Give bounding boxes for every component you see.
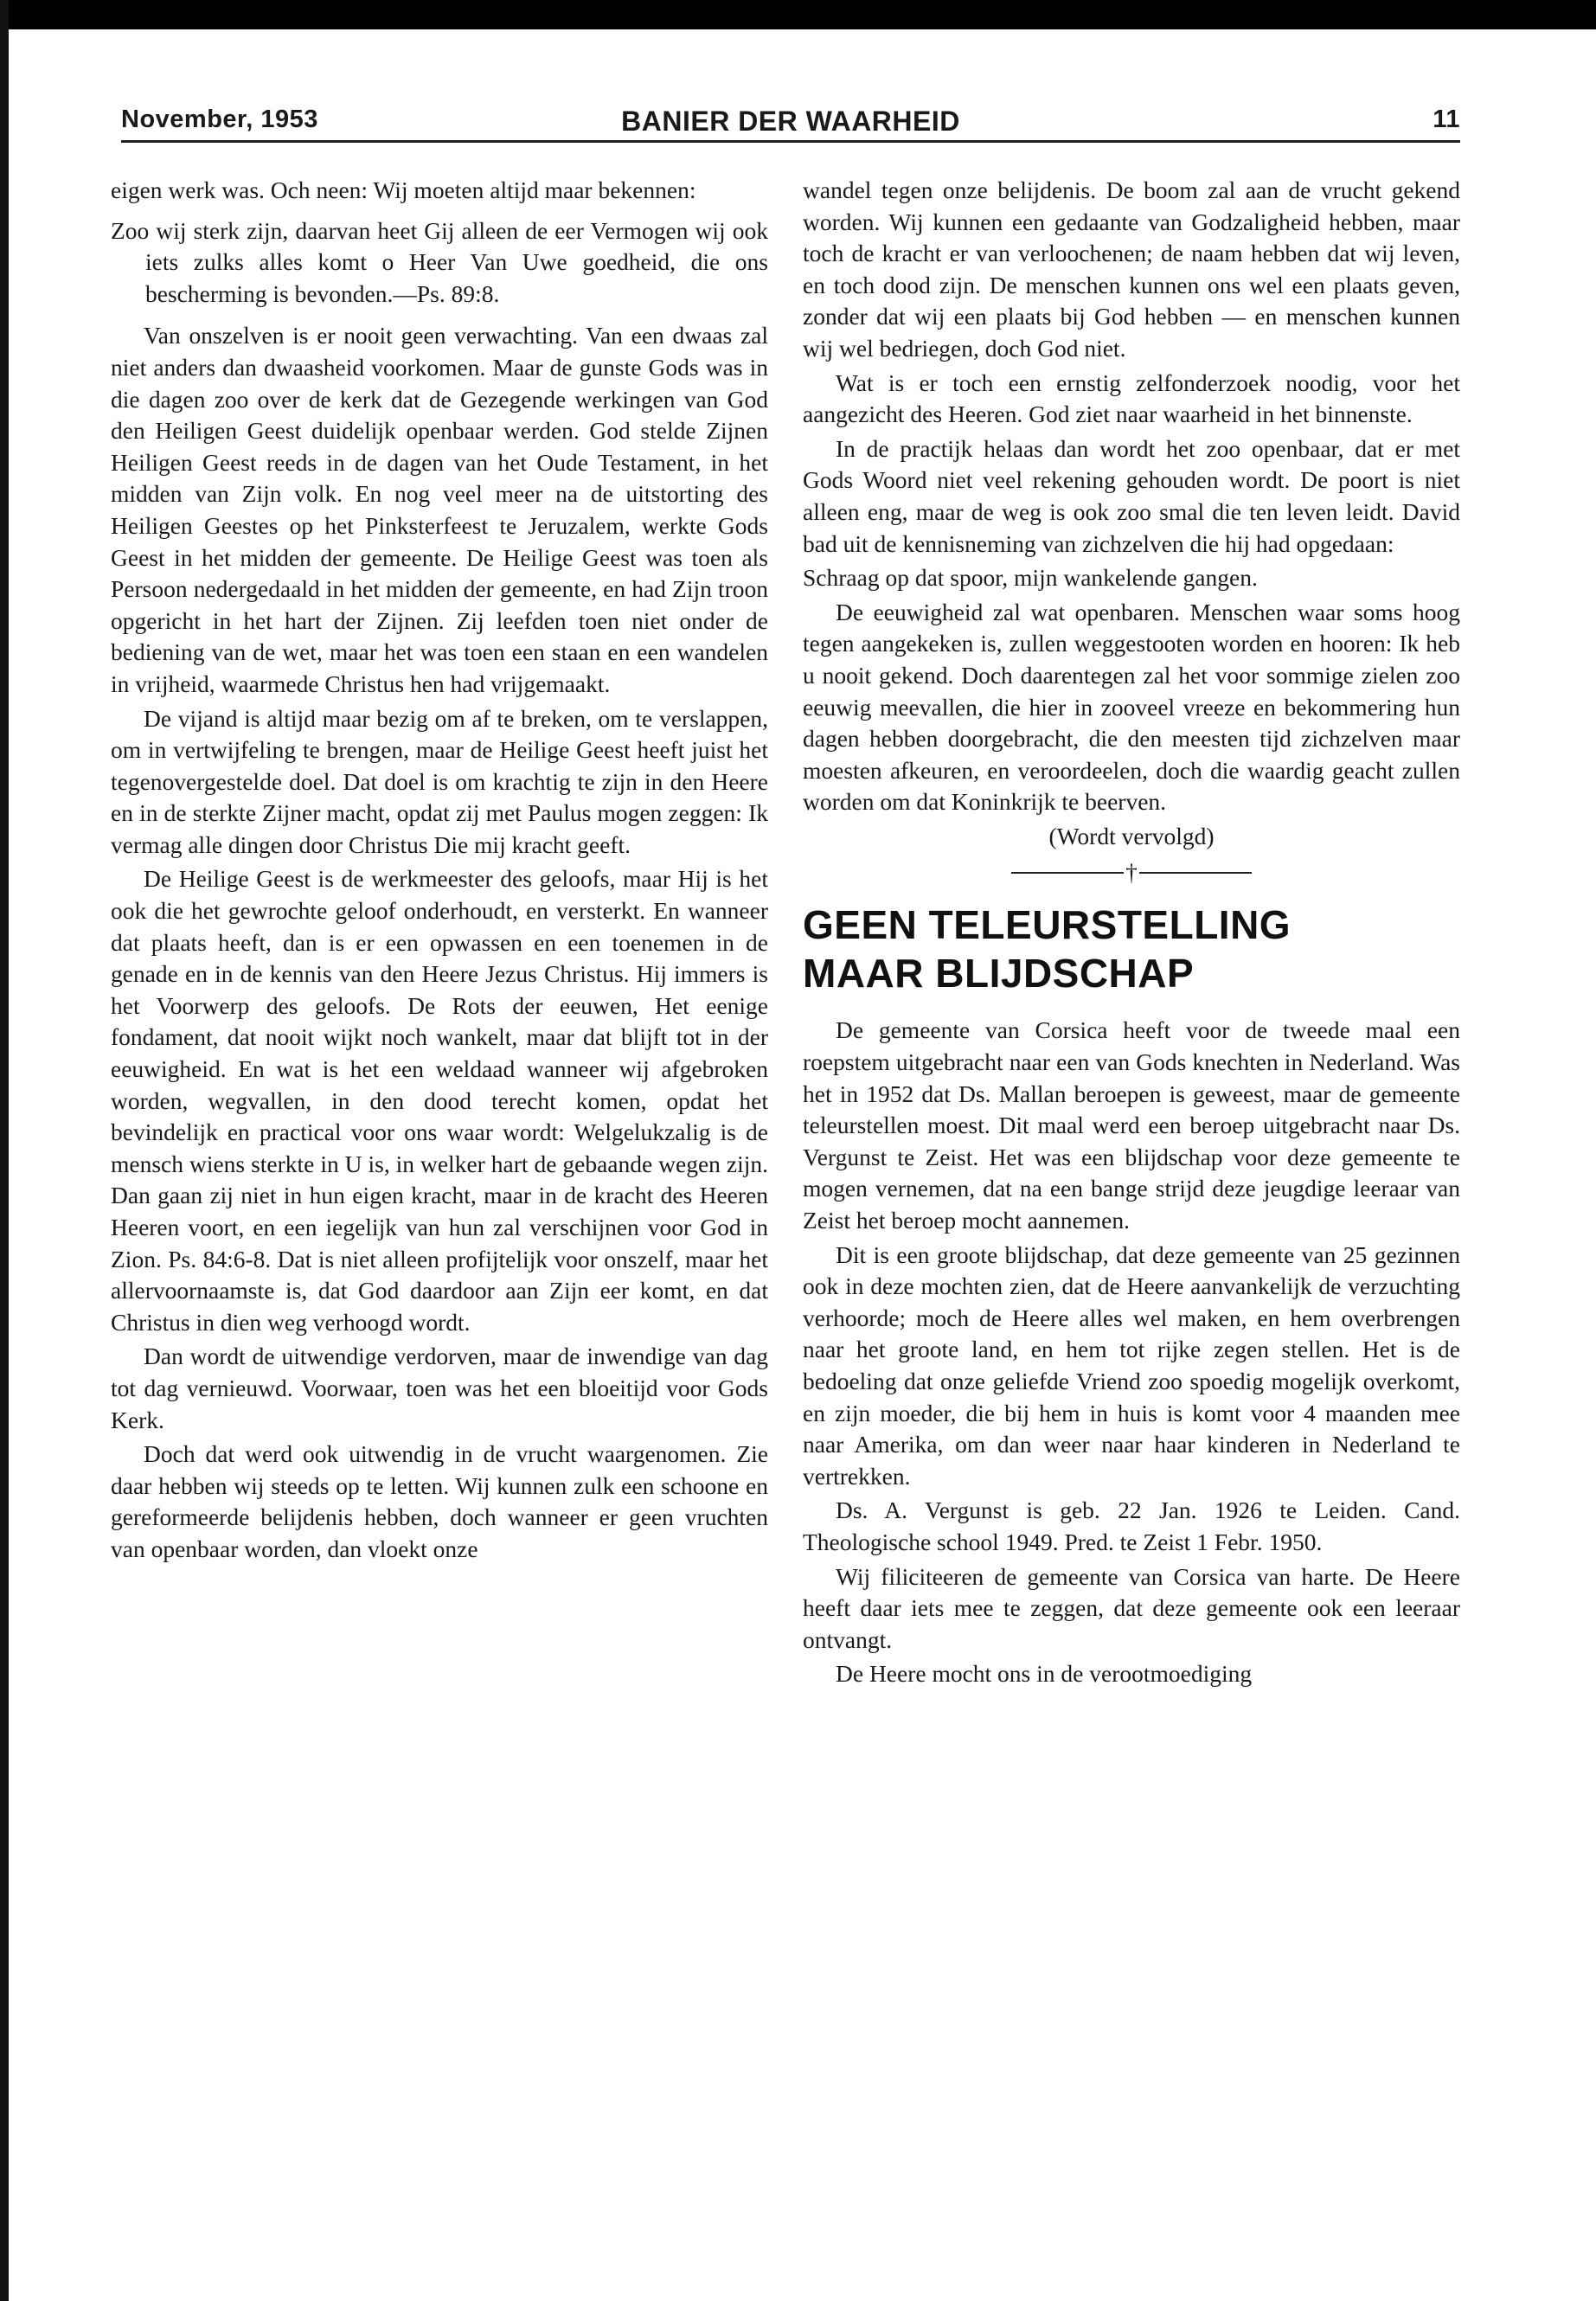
paragraph: eigen werk was. Och neen: Wij moeten altijd maar bekennen: [111,176,696,203]
paragraph: De gemeente van Corsica heeft voor de tweede maal een roepstem uitgebracht naar een van Gods knechten in Nederland. Was het in 1952 dat Ds. Mallan beroepen is geweest, maar de gemeente teleurstellen moest. Dit maal werd een beroep uitgebracht naar Ds. Vergunst te Zeist. Het was een blijdschap voor deze gemeente te mogen vernemen, dat na een bange strijd deze jeugdige leeraar van Zeist het beroep mocht aannemen. [803,1016,1460,1234]
psalm-line: Schraag op dat spoor, mijn wankelende gangen. [803,564,1258,592]
divider-rule-left [1011,872,1124,874]
divider-rule-right [1139,872,1252,874]
header-page-number: 11 [1433,106,1460,133]
cross-icon: † [1125,858,1138,886]
paragraph: Dan wordt de uitwendige verdorven, maar de inwendige van dag tot dag vernieuwd. Voorwaar, toen was het een bloeitijd voor Gods Kerk. [111,1343,768,1433]
header-publication-title: BANIER DER WAARHEID [621,106,960,137]
paragraph: Van onszelven is er nooit geen verwachting. Van een dwaas zal niet anders dan dwaasheid voorkomen. Maar de gunste Gods was in die dagen zoo over de kerk dat de Gezegende werkingen van God den Heiligen Geest duidelijk openbaar werden. God stelde Zijnen Heiligen Geest reeds in de dagen van het Oude Testament, in het midden van Zijn volk. En nog veel meer na de uitstorting des Heiligen Geestes op het Pinksterfeest te Jeruzalem, werkte Gods Geest in het midden der gemeente. De Heilige Geest was toen als Persoon nedergedaald in het midden der gemeente, en had Zijn troon opgericht in het hart der Zijnen. Zij leefden toen niet onder de bediening van de wet, maar het was toen een staan en een wandelen in vrijheid, waarmede Christus hen had vrijgemaakt. [111,322,768,697]
right-column [803,175,1460,2130]
paragraph: In de practijk helaas dan wordt het zoo openbaar, dat er met Gods Woord niet veel rekening gehouden wordt. De poort is niet alleen eng, maar de weg is ook zoo smal die ten leven leidt. David bad uit de kennisneming van zichzelven die hij had opgedaan: [803,434,1460,557]
paragraph: Wat is er toch een ernstig zelfonderzoek noodig, voor het aangezicht des Heeren. God ziet naar waarheid in het binnenste. [803,369,1460,428]
scan-edge-top [0,0,1596,29]
scan-edge-left [0,0,9,2301]
paragraph: Dit is een groote blijdschap, dat deze gemeente van 25 gezinnen ook in deze mochten zien, dat de Heere aanvankelijk de verzuchting verhoorde; moch de Heere alles wel maken, en hem overbrengen naar het groote land, en hem tot rijke zegen stellen. Het is de bedoeling dat onze geliefde Vriend zoo spoedig mogelijk overkomt, en zijn moeder, die bij hem in huis is komt voor 4 maanden mee naar Amerika, om dan weer naar haar kinderen in Nederland te vertrekken. [803,1240,1460,1490]
paragraph: Doch dat werd ook uitwendig in de vrucht waargenomen. Zie daar hebben wij steeds op te letten. Wij kunnen zulk een schoone en gereformeerde belijdenis hebben, doch wanneer er geen vruchten van openbaar worden, dan vloekt onze [111,1440,768,1562]
header-date: November, 1953 [121,106,318,133]
paragraph: wandel tegen onze belijdenis. De boom zal aan de vrucht gekend worden. Wij kunnen een gedaante van Godzaligheid hebben, maar toch de kracht er van verloochenen; de naam hebben dat wij leven, en toch dood zijn. De menschen kunnen ons wel een plaats geven, zonder dat wij een plaats bij God hebben — en menschen kunnen wij wel bedriegen, doch God niet. [803,176,1460,362]
paragraph: Ds. A. Vergunst is geb. 22 Jan. 1926 te Leiden. Cand. Theologische school 1949. Pred. te Zeist 1 Febr. 1950. [803,1497,1460,1555]
paragraph: De Heere mocht ons in de verootmoediging [836,1660,1253,1688]
header-rule [121,140,1460,143]
paragraph: De eeuwigheid zal wat openbaren. Menschen waar soms hoog tegen aangekeken is, zullen weggestooten worden en hooren: Ik heb u nooit gekend. Doch daarentegen zal het voor sommige zielen zoo eeuwig meevallen, die hier in zooveel vreeze en bekommering hun dagen hebben doorgebracht, die den meesten tijd zichzelven maar moesten afkeuren, en veroordeelen, doch die waardig geacht zullen worden om dat Koninkrijk te beerven. [803,598,1460,816]
section-divider [803,855,1460,888]
left-column [111,175,768,2130]
article-title [803,901,1460,997]
paragraph: De vijand is altijd maar bezig om af te breken, om te verslappen, om in vertwijfeling te brengen, maar de Heilige Geest heeft juist het tegenovergestelde doel. Dat doel is om krachtig te zijn in den Heere en in de sterkte Zijner macht, opdat zij met Paulus mogen zeggen: Ik vermag alle dingen door Christus Die mij kracht geeft. [111,704,768,858]
article-title-line-2: MAAR BLIJDSCHAP [803,951,1195,997]
continued-note: (Wordt vervolgd) [1048,822,1215,849]
article-title-line-1: GEEN TELEURSTELLING [803,902,1292,948]
paragraph: Wij filiciteeren de gemeente van Corsica van harte. De Heere heeft daar iets mee te zeggen, dat deze gemeente ook een leeraar ontvangt. [803,1562,1460,1653]
running-header [121,102,1460,142]
psalm-quote: Zoo wij sterk zijn, daarvan heet Gij alleen de eer Vermogen wij ook iets zulks alles komt o Heer Van Uwe goedheid, die ons bescherming is bevonden.—Ps. 89:8. [111,216,768,307]
paragraph: De Heilige Geest is de werkmeester des geloofs, maar Hij is het ook die het gewrochte geloof onderhoudt, en versterkt. En wanneer dat plaats heeft, dan is er een opwassen en een toenemen in de genade en in de kennis van den Heere Jezus Christus. Hij immers is het Voorwerp des geloofs. De Rots der eeuwen, Het eenige fondament, dat nooit wijkt noch wankelt, maar dat blijft tot in der eeuwigheid. En wat is het een weldaad wanneer wij afgebroken worden, wegvallen, in den dood terecht komen, opdat het bevindelijk en practical voor ons waar wordt: Welgelukzalig is de mensch wiens sterkte in U is, in welker hart de gebaande wegen zijn. Dan gaan zij niet in hun eigen kracht, maar in de kracht des Heeren Heeren voort, en een iegelijk van hun zal verschijnen voor God in Zion. Ps. 84:6-8. Dat is niet alleen profijtelijk voor onszelf, maar het allervoornaamste is, dat God daardoor aan Zijn eer komt, en dat Christus in dien weg verhoogd wordt. [111,865,768,1336]
